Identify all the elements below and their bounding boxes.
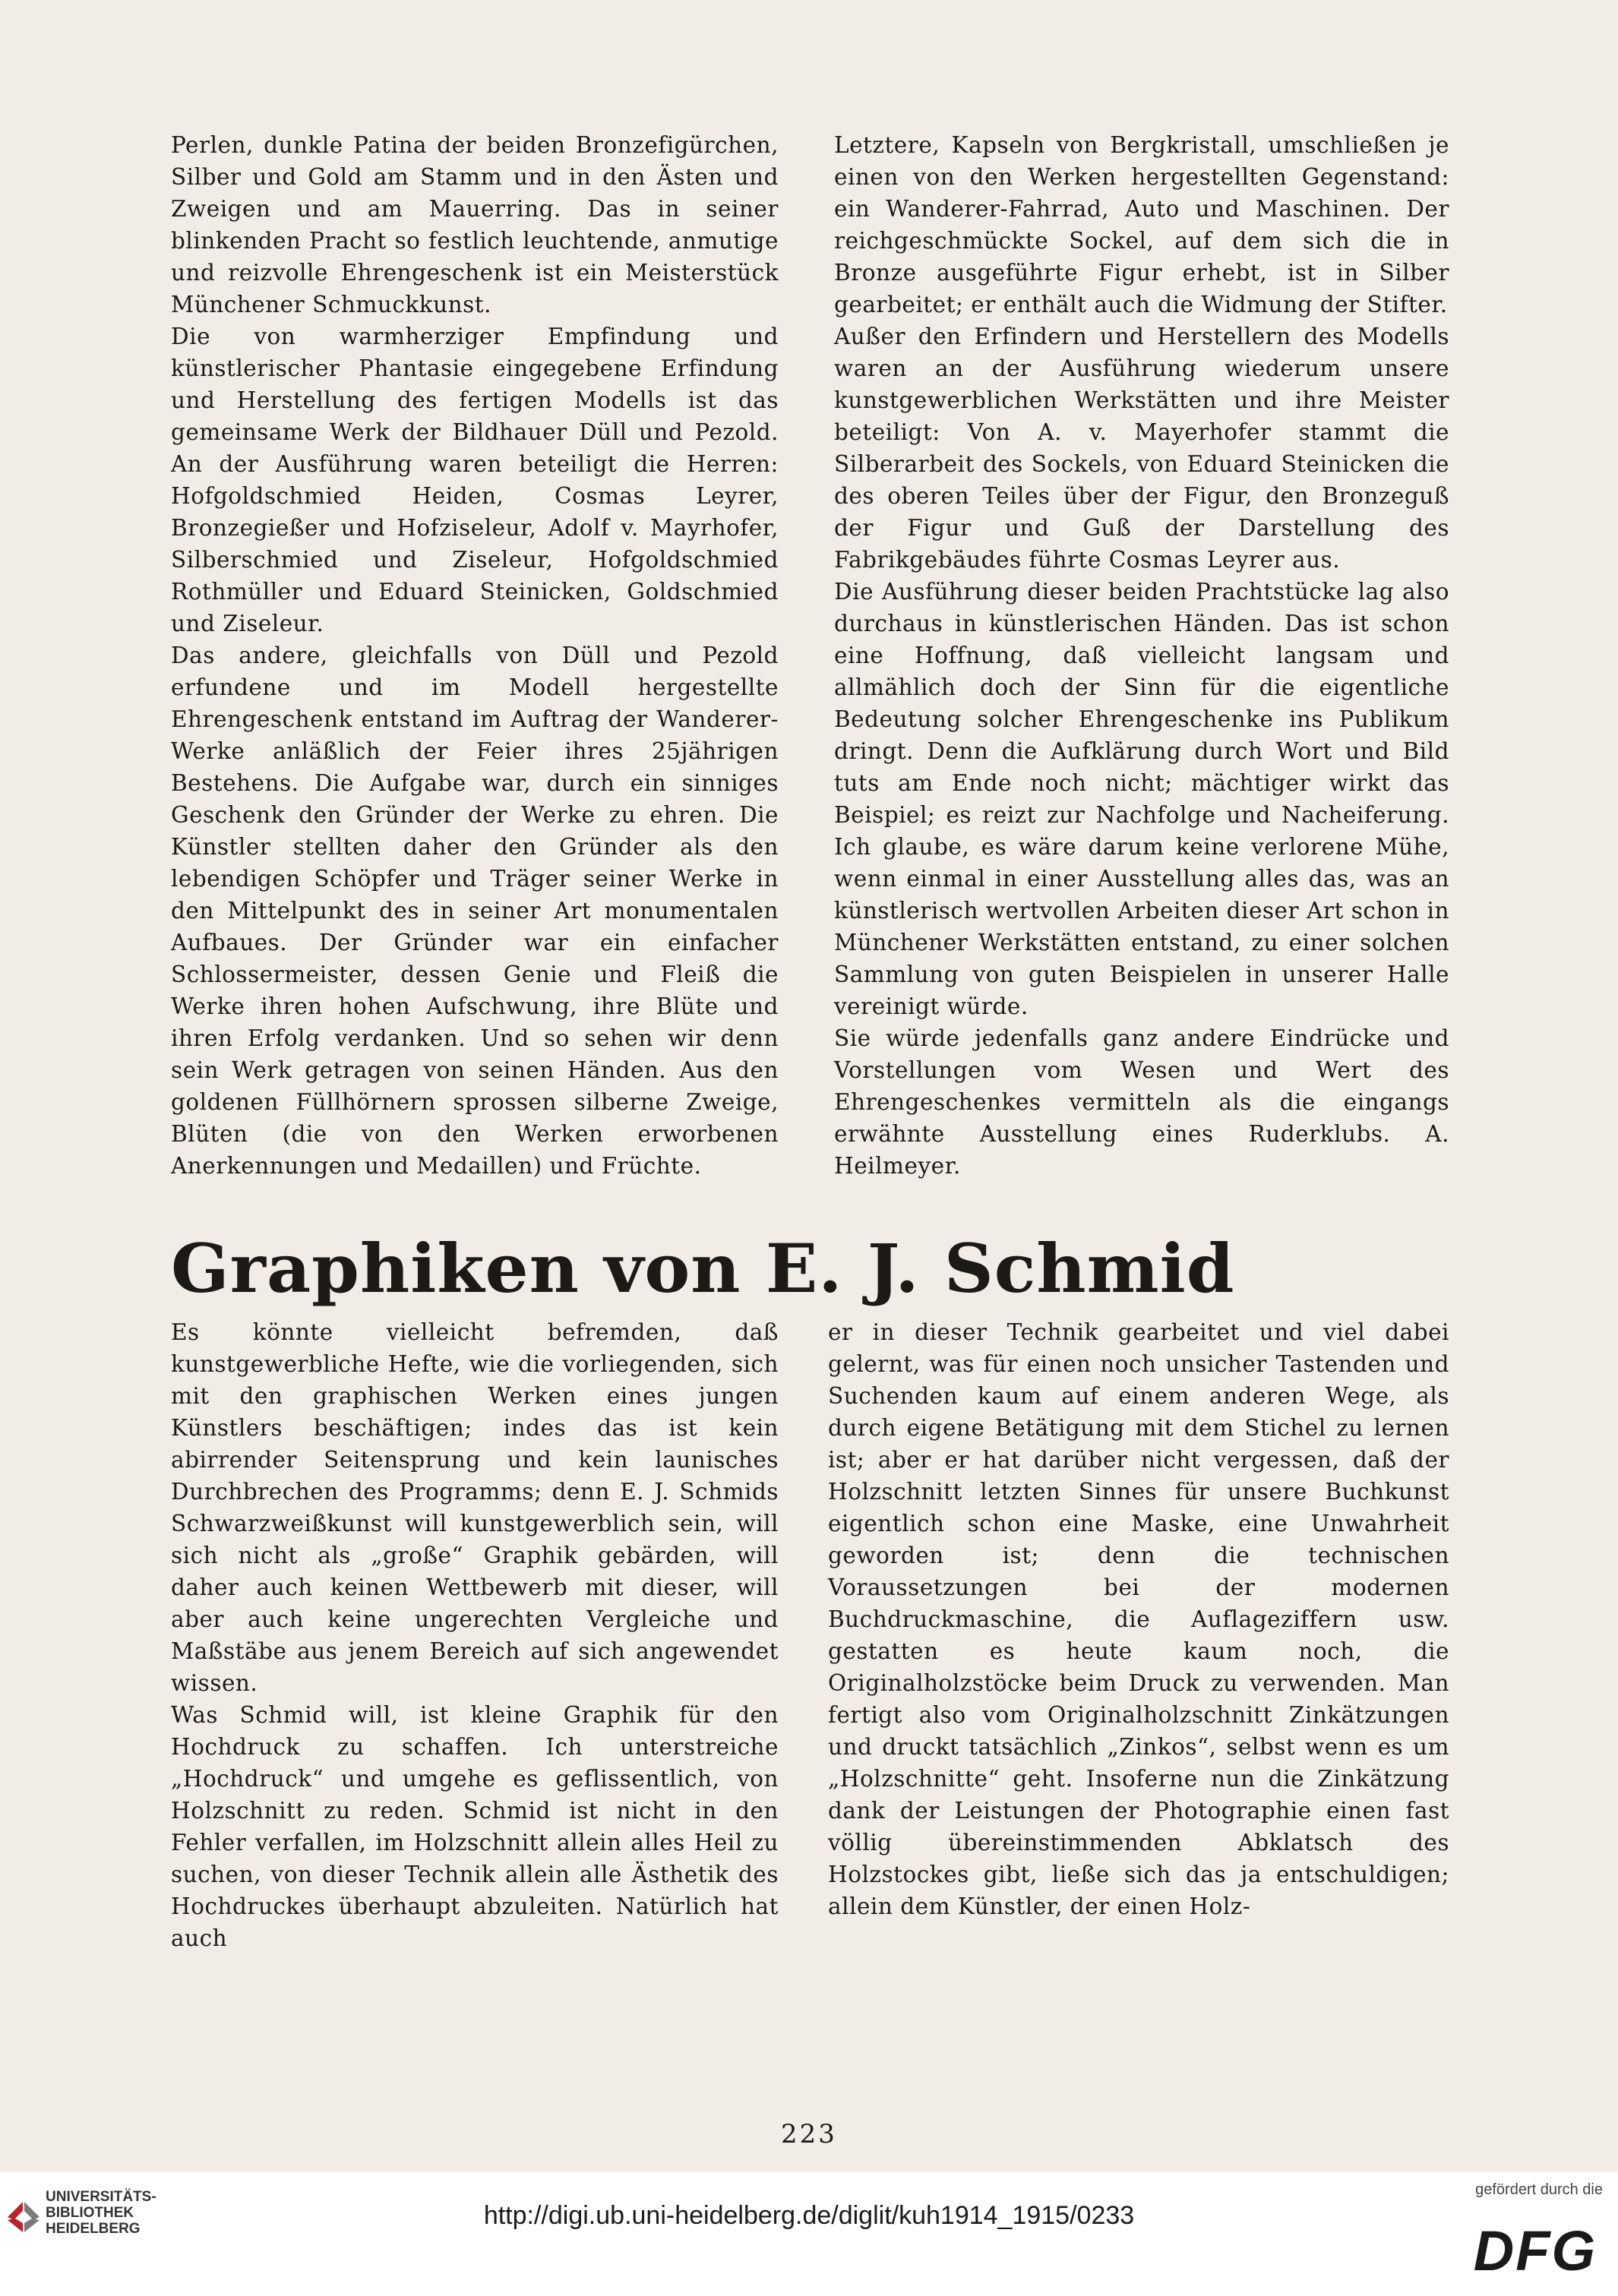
institution-line: UNIVERSITÄTS- (46, 2189, 156, 2205)
funded-by-label: gefördert durch die (1475, 2181, 1603, 2198)
paragraph: Die von warmherziger Empfindung und künstlerischer Phantasie eingegebene Erfindung und Herstellung des fertigen Modells ist das gemeinsame Werk der Bildhauer Düll und Pezold. An der Ausführung waren beteiligt die Herren: Hofgoldschmied Heiden, Cosmas Leyrer, Bronzegießer und Hofziseleur, Adolf v. Mayrhofer, Silberschmied und Ziseleur, Hofgoldschmied Rothmüller und Eduard Steinicken, Goldschmied und Ziseleur. (171, 324, 779, 636)
paragraph: Perlen, dunkle Patina der beiden Bronzefigürchen, Silber und Gold am Stamm und in den Ästen und Zweigen und am Mauerring. Das in seiner blinkenden Pracht so festlich leuchtende, anmutige und reizvolle Ehrengeschenk ist ein Meisterstück Münchener Schmuckkunst. (171, 132, 779, 317)
article2-right-column (828, 1316, 1449, 1922)
paragraph: Die Ausführung dieser beiden Prachtstücke lag also durchaus in künstlerischen Händen. Das ist schon eine Hoffnung, daß vielleicht langsam und allmählich doch der Sinn für die eigentliche Bedeutung solcher Ehrengeschenke ins Publikum dringt. Denn die Aufklärung durch Wort und Bild tuts am Ende noch nicht; mächtiger wirkt das Beispiel; es reizt zur Nachfolge und Nacheiferung. Ich glaube, es wäre darum keine verlorene Mühe, wenn einmal in einer Ausstellung alles das, was an künstlerisch wertvollen Arbeiten dieser Art schon in Münchener Werkstätten entstand, zu einer solchen Sammlung von guten Beispielen in unserer Halle vereinigt würde. (834, 579, 1449, 1019)
institution-line: BIBLIOTHEK (46, 2205, 134, 2221)
paragraph: Letztere, Kapseln von Bergkristall, umschließen je einen von den Werken hergestellten Gegenstand: ein Wanderer-Fahrrad, Auto und Maschinen. Der reichgeschmückte Sockel, auf dem sich die in Bronze ausgeführte Figur erhebt, ist in Silber gearbeitet; er enthält auch die Widmung der Stifter. (834, 132, 1449, 317)
page-number: 223 (781, 2119, 837, 2149)
footer-bar (0, 2172, 1618, 2296)
paragraph: er in dieser Technik gearbeitet und viel dabei gelernt, was für einen noch unsicher Tastenden und Suchenden kaum auf einem anderen Wege, als durch eigene Betätigung mit dem Stichel zu lernen ist; aber er hat darüber nicht vergessen, daß der Holzschnitt letzten Sinnes für unsere Buchkunst eigentlich schon eine Maske, eine Unwahrheit geworden ist; denn die technischen Voraussetzungen bei der modernen Buchdruckmaschine, die Auflageziffern usw. gestatten es heute kaum noch, die Originalholzstöcke beim Druck zu verwenden. Man fertigt also vom Originalholzschnitt Zinkätzungen und druckt tatsächlich „Zinkos“, selbst wenn es um „Holzschnitte“ geht. Insoferne nun die Zinkätzung dank der Leistungen der Photographie einen fast völlig übereinstimmenden Abklatsch des Holzstockes gibt, ließe sich das ja entschuldigen; allein dem Künstler, der einen Holz- (828, 1319, 1449, 1919)
article-headline: Graphiken von E. J. Schmid (171, 1229, 1235, 1308)
article1-left-column (171, 129, 779, 1182)
paragraph: Es könnte vielleicht befremden, daß kunstgewerbliche Hefte, wie die vorliegenden, sich mit den graphischen Werken eines jungen Künstlers beschäftigen; indes das ist kein abirrender Seitensprung und kein launisches Durchbrechen des Programms; denn E. J. Schmids Schwarzweißkunst will kunstgewerblich sein, will sich nicht als „große“ Graphik gebärden, will daher auch keinen Wettbewerb mit dieser, will aber auch keine ungerechten Vergleiche und Maßstäbe aus jenem Bereich auf sich angewendet wissen. (171, 1319, 779, 1696)
paragraph: Sie würde jedenfalls ganz andere Eindrücke und Vorstellungen vom Wesen und Wert des Ehrengeschenkes vermitteln als die eingangs erwähnte Ausstellung eines Ruderklubs. A. Heilmeyer. (834, 1025, 1449, 1179)
dfg-logo[interactable]: DFG (1473, 2219, 1597, 2282)
permalink-url[interactable]: http://digi.ub.uni-heidelberg.de/diglit/kuh1914_1915/0233 (483, 2201, 1135, 2230)
article1-right-column (834, 129, 1449, 1182)
paragraph: Das andere, gleichfalls von Düll und Pezold erfundene und im Modell hergestellte Ehrengeschenk entstand im Auftrag der Wanderer-Werke anläßlich der Feier ihres 25jährigen Bestehens. Die Aufgabe war, durch ein sinniges Geschenk den Gründer der Werke zu ehren. Die Künstler stellten daher den Gründer als den lebendigen Schöpfer und Träger seiner Werke in den Mittelpunkt des in seiner Art monumentalen Aufbaues. Der Gründer war ein einfacher Schlossermeister, dessen Genie und Fleiß die Werke ihren hohen Aufschwung, ihre Blüte und ihren Erfolg verdanken. Und so sehen wir denn sein Werk getragen von seinen Händen. Aus den goldenen Füllhörnern sprossen silberne Zweige, Blüten (die von den Werken erworbenen Anerkennungen und Medaillen) und Früchte. (171, 643, 779, 1179)
article2-left-column (171, 1316, 779, 1954)
paragraph: Was Schmid will, ist kleine Graphik für den Hochdruck zu schaffen. Ich unterstreiche „Hochdruck“ und umgehe es geflissentlich, von Holzschnitt zu reden. Schmid ist nicht in den Fehler verfallen, im Holzschnitt allein alles Heil zu suchen, von dieser Technik allein alle Ästhetik des Hochdruckes überhaupt abzuleiten. Natürlich hat auch (171, 1702, 779, 1951)
institution-line: HEIDELBERG (46, 2221, 141, 2237)
paragraph: Außer den Erfindern und Herstellern des Modells waren an der Ausführung wiederum unsere kunstgewerblichen Werkstätten und ihre Meister beteiligt: Von A. v. Mayerhofer stammt die Silberarbeit des Sockels, von Eduard Steinicken die des oberen Teiles über der Figur, den Bronzeguß der Figur und Guß der Darstellung des Fabrikgebäudes führte Cosmas Leyrer aus. (834, 324, 1449, 573)
